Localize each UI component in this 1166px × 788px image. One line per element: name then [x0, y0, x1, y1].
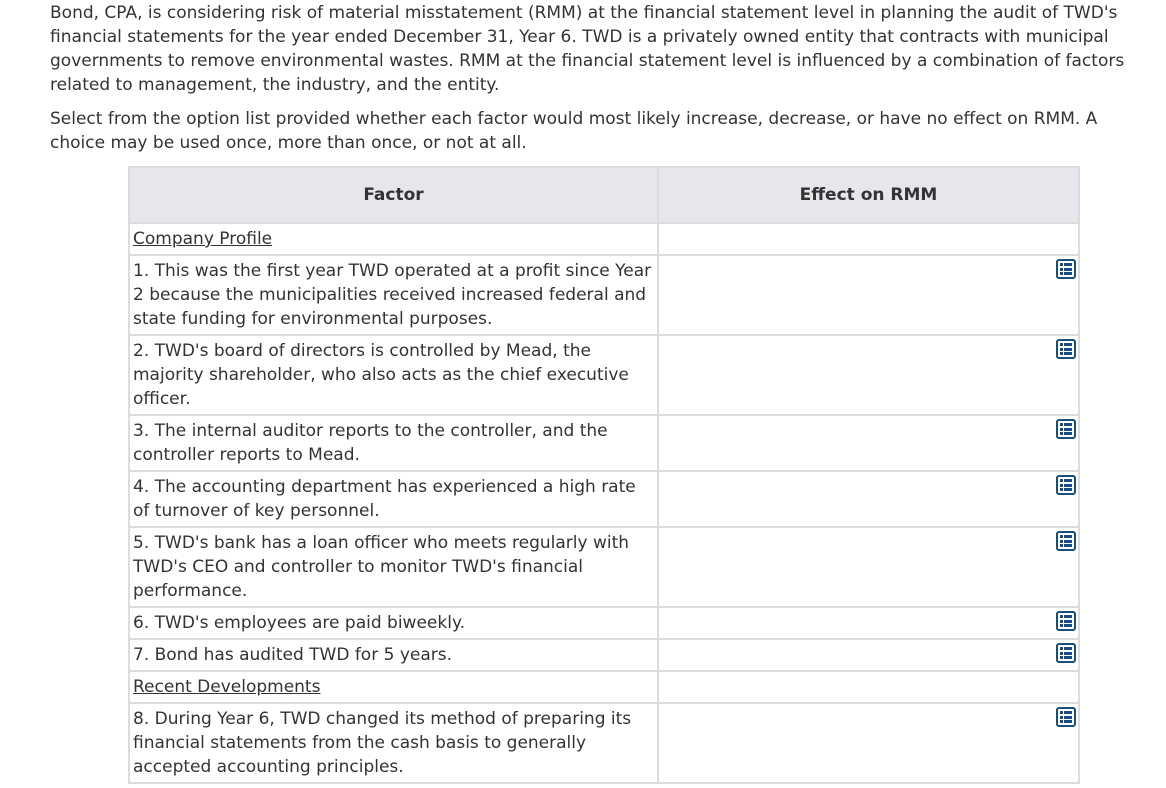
instructions-paragraph: Select from the option list provided whether each factor would most likely increase, decrease, or have no effect on RMM. A choice may be used once, more than once, or not at all. [50, 109, 1098, 153]
effect-cell[interactable] [658, 255, 1079, 335]
table-row [129, 335, 1079, 415]
effect-cell[interactable] [658, 471, 1079, 527]
section-company-profile: Company Profile [133, 229, 273, 249]
table-row [129, 255, 1079, 335]
effect-cell[interactable] [658, 639, 1079, 671]
option-list-icon[interactable] [1056, 643, 1076, 663]
section-row [129, 223, 1079, 255]
table-row [129, 471, 1079, 527]
section-label-cell [129, 223, 658, 255]
table-row [129, 639, 1079, 671]
table-row [129, 527, 1079, 607]
empty-cell [658, 223, 1079, 255]
effect-cell[interactable] [658, 527, 1079, 607]
factor-cell: 7. Bond has audited TWD for 5 years. [129, 639, 658, 671]
question-stem [50, 1, 1140, 165]
factor-cell: 3. The internal auditor reports to the controller, and the controller reports to Mead. [129, 415, 658, 471]
factor-table [128, 166, 1080, 784]
section-row [129, 671, 1079, 703]
option-list-icon[interactable] [1056, 259, 1076, 279]
section-label-cell [129, 671, 658, 703]
table-row [129, 607, 1079, 639]
factor-column-header: Factor [129, 167, 658, 223]
factor-cell: 1. This was the first year TWD operated at a profit since Year 2 because the municipalities received increased federal and state funding for environmental purposes. [129, 255, 658, 335]
factor-cell: 4. The accounting department has experienced a high rate of turnover of key personnel. [129, 471, 658, 527]
section-recent-developments: Recent Developments [133, 677, 321, 697]
intro-paragraph: Bond, CPA, is considering risk of material misstatement (RMM) at the financial statement level in planning the audit of TWD's financial statements for the year ended December 31, Year 6. TWD is a privately owned entity that contracts with municipal governments to remove environmental wastes. RMM at the financial statement level is influenced by a combination of factors related to management, the industry, and the entity. [50, 3, 1125, 95]
table-header-row [129, 167, 1079, 223]
option-list-icon[interactable] [1056, 419, 1076, 439]
factor-cell: 8. During Year 6, TWD changed its method of preparing its financial statements from the cash basis to generally accepted accounting principles. [129, 703, 658, 783]
effect-column-header: Effect on RMM [658, 167, 1079, 223]
option-list-icon[interactable] [1056, 531, 1076, 551]
factor-cell: 6. TWD's employees are paid biweekly. [129, 607, 658, 639]
effect-cell[interactable] [658, 607, 1079, 639]
effect-cell[interactable] [658, 335, 1079, 415]
effect-cell[interactable] [658, 415, 1079, 471]
option-list-icon[interactable] [1056, 339, 1076, 359]
table-row [129, 703, 1079, 783]
factor-cell: 2. TWD's board of directors is controlled by Mead, the majority shareholder, who also acts as the chief executive officer. [129, 335, 658, 415]
effect-cell[interactable] [658, 703, 1079, 783]
option-list-icon[interactable] [1056, 707, 1076, 727]
option-list-icon[interactable] [1056, 475, 1076, 495]
factor-cell: 5. TWD's bank has a loan officer who meets regularly with TWD's CEO and controller to monitor TWD's financial performance. [129, 527, 658, 607]
table-row [129, 415, 1079, 471]
empty-cell [658, 671, 1079, 703]
option-list-icon[interactable] [1056, 611, 1076, 631]
